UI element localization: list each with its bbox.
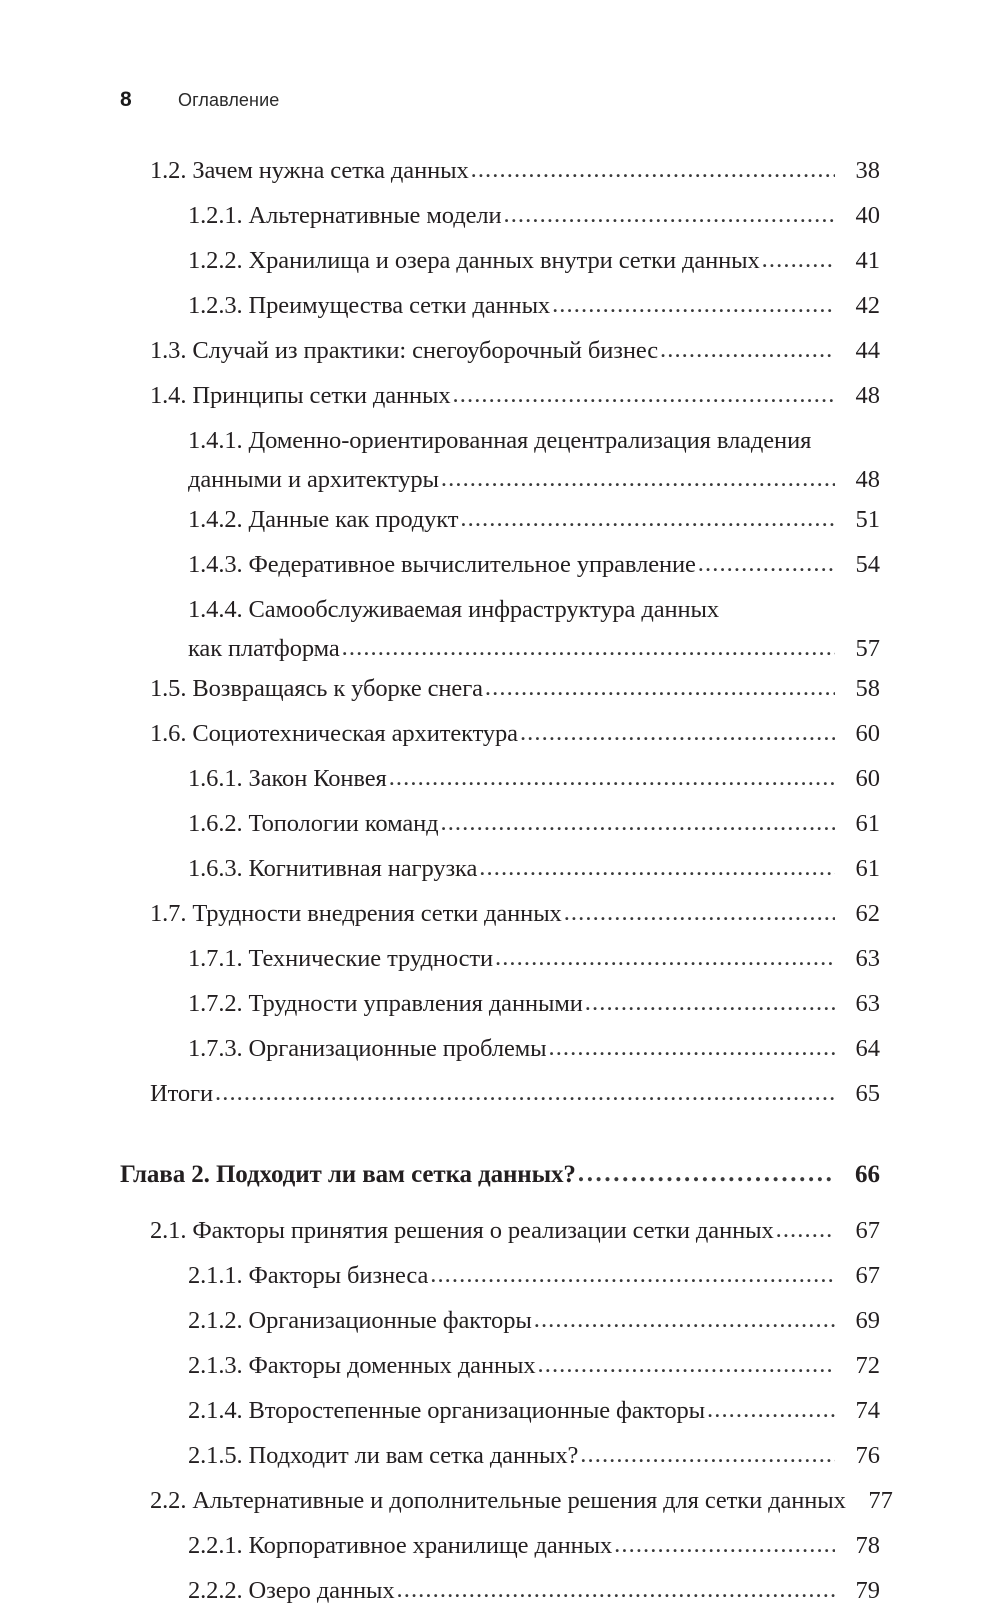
toc-entry-title: 1.4.3. Федеративное вычислительное управление xyxy=(188,551,696,578)
running-head-title: Оглавление xyxy=(178,90,280,110)
table-of-contents xyxy=(0,148,1000,1613)
toc-entry[interactable] xyxy=(0,1478,1000,1523)
toc-entry-title: 2.1.2. Организационные факторы xyxy=(188,1307,532,1334)
toc-entry-title: 1.6.3. Когнитивная нагрузка xyxy=(188,855,478,882)
dot-leader xyxy=(776,1207,835,1252)
toc-entry[interactable] xyxy=(0,497,1000,542)
toc-entry-title: 1.7.2. Трудности управления данными xyxy=(188,990,583,1017)
toc-entry-page-number: 57 xyxy=(855,635,880,662)
toc-entry-line xyxy=(150,1071,880,1116)
toc-entry-title: 2.1.3. Факторы доменных данных xyxy=(188,1352,536,1379)
toc-entry-page-number: 48 xyxy=(855,382,880,409)
page-folio: 8 xyxy=(120,88,132,111)
toc-entry-title: 1.2.1. Альтернативные модели xyxy=(188,202,502,229)
toc-entry[interactable] xyxy=(0,418,1000,497)
toc-entry-page-number: 74 xyxy=(855,1397,880,1424)
toc-entry[interactable] xyxy=(0,891,1000,936)
toc-entry-line xyxy=(150,711,880,756)
toc-entry[interactable] xyxy=(0,1071,1000,1116)
toc-entry-page-number: 78 xyxy=(855,1532,880,1559)
chapter-spacer xyxy=(0,1198,1000,1208)
toc-entry-line xyxy=(188,1026,880,1071)
toc-entry-line xyxy=(188,497,880,542)
toc-entry-line xyxy=(188,1298,880,1343)
toc-entry[interactable] xyxy=(0,936,1000,981)
toc-entry[interactable] xyxy=(0,328,1000,373)
toc-entry-page-number: 79 xyxy=(855,1577,880,1604)
dot-leader xyxy=(440,800,835,845)
toc-entry-page-number: 65 xyxy=(855,1080,880,1107)
toc-entry-title: 2.2.2. Озеро данных xyxy=(188,1577,395,1604)
toc-entry-title: 1.2.2. Хранилища и озера данных внутри сетки данных xyxy=(188,247,760,274)
toc-entry-title: 2.2.1. Корпоративное хранилище данных xyxy=(188,1532,613,1559)
dot-leader xyxy=(534,1297,835,1342)
toc-entry-title: 1.6.1. Закон Конвея xyxy=(188,765,387,792)
toc-entry-line xyxy=(188,283,880,328)
dot-leader xyxy=(578,1151,831,1197)
toc-entry[interactable] xyxy=(0,801,1000,846)
toc-entry[interactable] xyxy=(0,1433,1000,1478)
dot-leader xyxy=(397,1567,836,1612)
toc-entry-line xyxy=(150,1208,880,1253)
toc-entry[interactable] xyxy=(0,711,1000,756)
toc-entry-page-number: 54 xyxy=(855,551,880,578)
toc-entry[interactable] xyxy=(0,1523,1000,1568)
toc-entry-line xyxy=(188,846,880,891)
toc-entry-page-number: 66 xyxy=(855,1161,880,1188)
toc-entry-line-continuation xyxy=(188,632,880,666)
toc-entry-line xyxy=(188,1433,880,1478)
toc-entry-line xyxy=(188,418,880,463)
toc-entry[interactable] xyxy=(0,1026,1000,1071)
toc-entry-line xyxy=(150,666,880,711)
toc-entry-title: как платформа xyxy=(188,635,340,662)
toc-entry[interactable] xyxy=(0,1298,1000,1343)
toc-entry-title: 1.4.1. Доменно-ориентированная децентрализация владения xyxy=(188,427,812,454)
toc-entry-page-number: 60 xyxy=(855,765,880,792)
dot-leader xyxy=(441,462,835,496)
dot-leader xyxy=(389,755,835,800)
toc-entry-title: 1.4.2. Данные как продукт xyxy=(188,506,459,533)
toc-entry-page-number: 58 xyxy=(855,675,880,702)
toc-entry-title: 2.2. Альтернативные и дополнительные решения для сетки данных xyxy=(150,1487,846,1514)
toc-entry-title: 1.6. Социотехническая архитектура xyxy=(150,720,518,747)
toc-entry[interactable] xyxy=(0,587,1000,666)
toc-entry-line xyxy=(150,1478,893,1523)
dot-leader xyxy=(342,631,835,665)
running-head xyxy=(120,88,279,112)
toc-entry-title: 1.2.3. Преимущества сетки данных xyxy=(188,292,551,319)
toc-entry-title: 1.4.4. Самообслуживаемая инфраструктура данных xyxy=(188,596,720,623)
toc-entry-title: 1.2. Зачем нужна сетка данных xyxy=(150,157,469,184)
toc-entry-title: 1.5. Возвращаясь к уборке снега xyxy=(150,675,483,702)
toc-entry-title: данными и архитектуры xyxy=(188,466,439,493)
toc-entry-line-continuation xyxy=(188,463,880,497)
toc-entry-line xyxy=(188,542,880,587)
toc-entry-page-number: 44 xyxy=(855,337,880,364)
toc-entry-title: Глава 2. Подходит ли вам сетка данных? xyxy=(120,1161,576,1188)
toc-chapter-entry[interactable] xyxy=(0,1152,1000,1198)
toc-entry-page-number: 63 xyxy=(855,990,880,1017)
toc-entry-line xyxy=(150,148,880,193)
toc-entry-title: 1.7.1. Технические трудности xyxy=(188,945,493,972)
toc-entry[interactable] xyxy=(0,1388,1000,1433)
dot-leader xyxy=(564,890,835,935)
toc-entry-page-number: 51 xyxy=(855,506,880,533)
toc-entry-page-number: 77 xyxy=(868,1487,893,1514)
toc-entry[interactable] xyxy=(0,1568,1000,1613)
toc-entry-title: 2.1.1. Факторы бизнеса xyxy=(188,1262,429,1289)
toc-entry-page-number: 72 xyxy=(855,1352,880,1379)
toc-entry-line xyxy=(188,193,880,238)
toc-entry-page-number: 60 xyxy=(855,720,880,747)
dot-leader xyxy=(707,1387,835,1432)
toc-entry[interactable] xyxy=(0,1343,1000,1388)
dot-leader xyxy=(548,1025,835,1070)
toc-entry[interactable] xyxy=(0,373,1000,418)
dot-leader xyxy=(503,192,835,237)
toc-entry-page-number: 61 xyxy=(855,855,880,882)
dot-leader xyxy=(460,496,835,541)
dot-leader xyxy=(453,372,835,417)
dot-leader xyxy=(614,1522,835,1567)
toc-entry-title: 1.7. Трудности внедрения сетки данных xyxy=(150,900,562,927)
toc-entry-line xyxy=(150,373,880,418)
toc-entry[interactable] xyxy=(0,846,1000,891)
dot-leader xyxy=(552,282,835,327)
toc-entry[interactable] xyxy=(0,981,1000,1026)
toc-entry-title: 2.1. Факторы принятия решения о реализации сетки данных xyxy=(150,1217,774,1244)
toc-entry-line xyxy=(188,1343,880,1388)
toc-entry[interactable] xyxy=(0,238,1000,283)
toc-entry-title: 1.3. Случай из практики: снегоуборочный бизнес xyxy=(150,337,658,364)
toc-entry-title: 1.4. Принципы сетки данных xyxy=(150,382,451,409)
toc-entry-page-number: 48 xyxy=(855,466,880,493)
toc-entry-line xyxy=(188,1523,880,1568)
toc-entry-page-number: 40 xyxy=(855,202,880,229)
toc-entry-page-number: 67 xyxy=(855,1262,880,1289)
toc-entry-page-number: 62 xyxy=(855,900,880,927)
toc-entry-line xyxy=(188,238,880,283)
toc-entry-line xyxy=(188,801,880,846)
toc-entry-page-number: 61 xyxy=(855,810,880,837)
toc-entry-line xyxy=(188,1388,880,1433)
toc-entry[interactable] xyxy=(0,193,1000,238)
toc-entry-line xyxy=(188,981,880,1026)
toc-entry-page-number: 42 xyxy=(855,292,880,319)
toc-entry-title: 1.6.2. Топологии команд xyxy=(188,810,439,837)
toc-entry-page-number: 76 xyxy=(855,1442,880,1469)
dot-leader xyxy=(495,935,835,980)
dot-leader xyxy=(479,845,835,890)
toc-entry-page-number: 38 xyxy=(855,157,880,184)
dot-leader xyxy=(698,541,835,586)
toc-entry-line xyxy=(120,1152,880,1198)
dot-leader xyxy=(762,237,835,282)
dot-leader xyxy=(520,710,835,755)
toc-entry-title: 1.7.3. Организационные проблемы xyxy=(188,1035,547,1062)
dot-leader xyxy=(485,665,835,710)
toc-entry-page-number: 41 xyxy=(855,247,880,274)
toc-entry[interactable] xyxy=(0,756,1000,801)
chapter-spacer xyxy=(0,1116,1000,1152)
toc-entry-line xyxy=(188,756,880,801)
toc-entry[interactable] xyxy=(0,666,1000,711)
toc-entry-title: 2.1.4. Второстепенные организационные факторы xyxy=(188,1397,705,1424)
dot-leader xyxy=(580,1432,835,1477)
dot-leader xyxy=(430,1252,835,1297)
toc-entry-page-number: 67 xyxy=(855,1217,880,1244)
toc-entry-line xyxy=(188,1568,880,1613)
dot-leader xyxy=(538,1342,836,1387)
toc-entry-page-number: 63 xyxy=(855,945,880,972)
toc-entry-line xyxy=(150,891,880,936)
dot-leader xyxy=(471,147,835,192)
dot-leader xyxy=(660,327,835,372)
toc-entry[interactable] xyxy=(0,148,1000,193)
toc-entry-title: Итоги xyxy=(150,1080,213,1107)
toc-entry[interactable] xyxy=(0,1253,1000,1298)
dot-leader xyxy=(215,1070,835,1115)
toc-entry[interactable] xyxy=(0,542,1000,587)
toc-entry[interactable] xyxy=(0,1208,1000,1253)
toc-entry-title: 2.1.5. Подходит ли вам сетка данных? xyxy=(188,1442,579,1469)
toc-entry-line xyxy=(150,328,880,373)
toc-entry-line xyxy=(188,587,880,632)
toc-entry-page-number: 64 xyxy=(855,1035,880,1062)
toc-entry-line xyxy=(188,1253,880,1298)
toc-entry-page-number: 69 xyxy=(855,1307,880,1334)
toc-entry[interactable] xyxy=(0,283,1000,328)
dot-leader xyxy=(585,980,835,1025)
toc-entry-line xyxy=(188,936,880,981)
